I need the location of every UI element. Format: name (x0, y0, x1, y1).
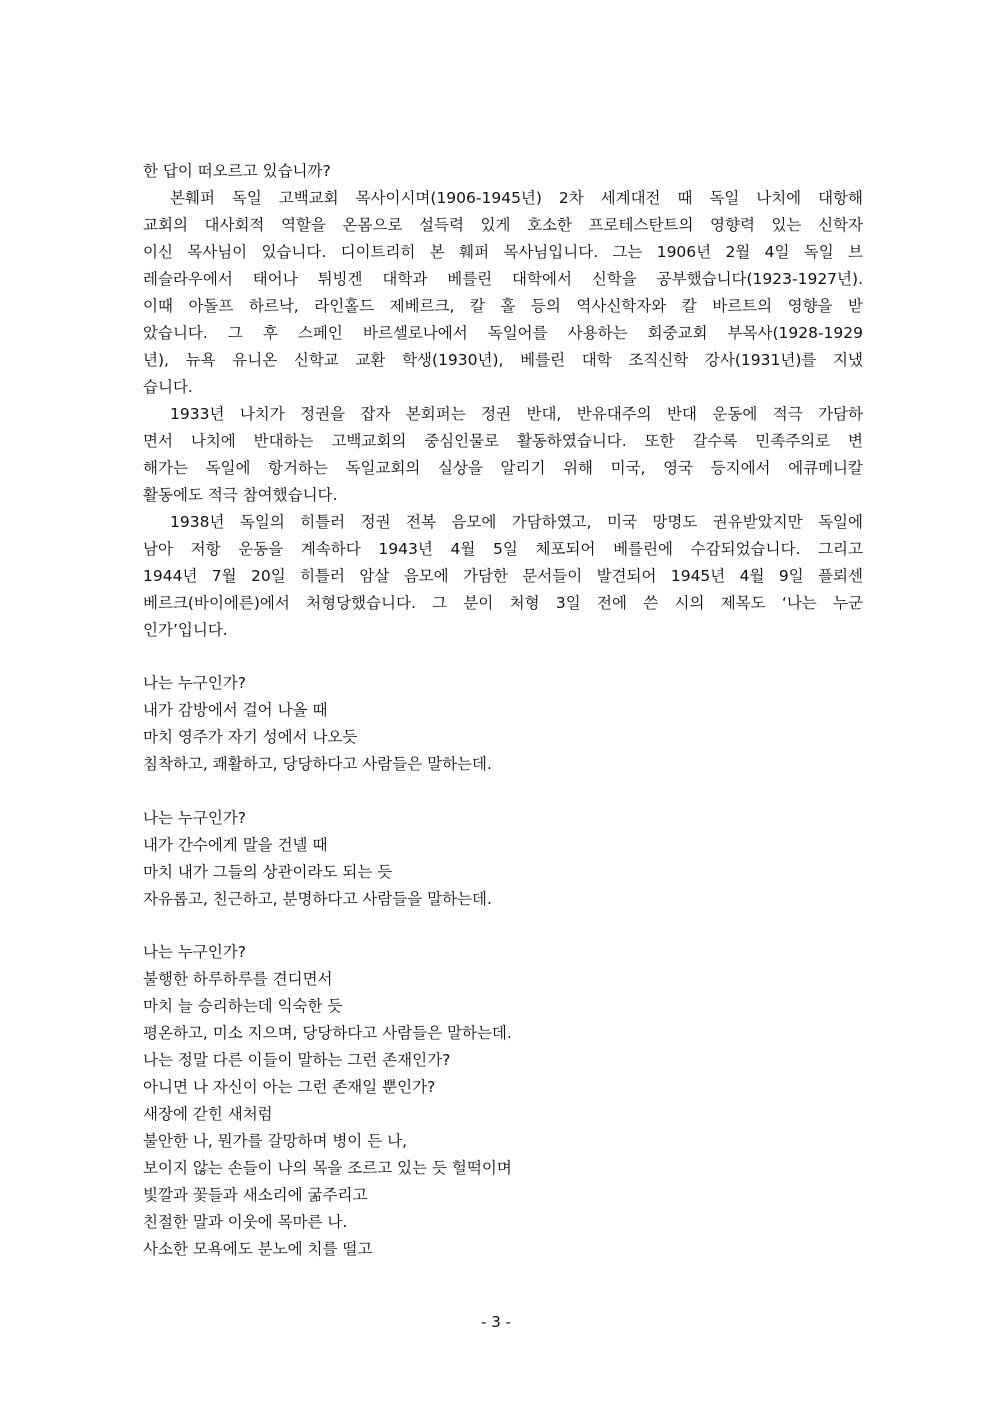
paragraph-3-line-2: 남아 저항 운동을 계속하다 1943년 4월 5일 체포되어 베를린에 수감되었습니다. 그리고 (143, 540, 863, 558)
paragraph-2-line-1: 1933년 나치가 정권을 잡자 본회퍼는 정권 반대, 반유대주의 반대 운동에 적극 가담하 (170, 405, 863, 423)
poem-stanza-3-line-12: 사소한 모욕에도 분노에 치를 떨고 (143, 1240, 373, 1258)
paragraph-1-line-6: 았습니다. 그 후 스페인 바르셀로나에서 독일어를 사용하는 회중교회 부목사(1928-1929 (143, 324, 863, 342)
paragraph-1-line-3: 이신 목사님이 있습니다. 디이트리히 본 훼퍼 목사님입니다. 그는 1906년 2월 4일 독일 브 (143, 243, 863, 261)
paragraph-2-line-2: 면서 나치에 반대하는 고백교회의 중심인물로 활동하였습니다. 또한 갈수록 민족주의로 변 (143, 432, 863, 450)
poem-stanza-1-line-2: 내가 감방에서 걸어 나올 때 (143, 701, 328, 719)
poem-stanza-3-line-4: 평온하고, 미소 지으며, 당당하다고 사람들은 말하는데. (143, 1024, 512, 1042)
poem-stanza-3-line-2: 불행한 하루하루를 견디면서 (143, 970, 333, 988)
poem-stanza-2-line-1: 나는 누구인가? (143, 809, 246, 827)
poem-stanza-3-line-3: 마치 늘 승리하는데 익숙한 듯 (143, 997, 343, 1015)
paragraph-1-line-8: 습니다. (143, 378, 193, 396)
poem-stanza-3-line-6: 아니면 나 자신이 아는 그런 존재일 뿐인가? (143, 1078, 436, 1096)
poem-stanza-2-line-4: 자유롭고, 친근하고, 분명하다고 사람들을 말하는데. (143, 890, 492, 908)
paragraph-3-line-3: 1944년 7월 20일 히틀러 암살 음모에 가담한 문서들이 발견되어 1945년 4월 9일 플뢰센 (143, 567, 863, 585)
paragraph-3-line-5: 인가’입니다. (143, 621, 228, 639)
poem-stanza-2-line-2: 내가 간수에게 말을 건넬 때 (143, 836, 328, 854)
poem-stanza-3-line-7: 새장에 갇힌 새처럼 (143, 1105, 273, 1123)
paragraph-2-line-3: 해가는 독일에 항거하는 독일교회의 실상을 알리기 위해 미국, 영국 등지에서 에큐메니칼 (143, 459, 863, 477)
poem-stanza-1-line-1: 나는 누구인가? (143, 674, 246, 692)
poem-stanza-1-line-4: 침착하고, 쾌활하고, 당당하다고 사람들은 말하는데. (143, 755, 492, 773)
paragraph-2-line-4: 활동에도 적극 참여했습니다. (143, 486, 338, 504)
poem-stanza-1-line-3: 마치 영주가 자기 성에서 나오듯 (143, 728, 358, 746)
page-number: - 3 - (481, 1313, 511, 1331)
poem-stanza-2-line-3: 마치 내가 그들의 상관이라도 되는 듯 (143, 863, 393, 881)
paragraph-1-line-5: 이때 아돌프 하르낙, 라인홀드 제베르크, 칼 홀 등의 역사신학자와 칼 바르트의 영향을 받 (143, 297, 863, 315)
poem-stanza-3-line-5: 나는 정말 다른 이들이 말하는 그런 존재인가? (143, 1051, 451, 1069)
paragraph-3-line-1: 1938년 독일의 히틀러 정권 전복 음모에 가담하였고, 미국 망명도 권유받았지만 독일에 (170, 513, 863, 531)
paragraph-1-line-2: 교회의 대사회적 역할을 온몸으로 설득력 있게 호소한 프로테스탄트의 영향력 있는 신학자 (143, 216, 863, 234)
poem-stanza-3-line-10: 빛깔과 꽃들과 새소리에 굶주리고 (143, 1186, 368, 1204)
poem-stanza-3-line-1: 나는 누구인가? (143, 943, 246, 961)
intro-line: 한 답이 떠오르고 있습니까? (143, 162, 331, 180)
paragraph-1-line-7: 년), 뉴욕 유니온 신학교 교환 학생(1930년), 베를린 대학 조직신학 강사(1931년)를 지냈 (143, 351, 863, 369)
poem-stanza-3-line-8: 불안한 나, 뭔가를 갈망하며 병이 든 나, (143, 1132, 408, 1150)
paragraph-1-line-1: 본훼퍼 독일 고백교회 목사이시며(1906-1945년) 2차 세계대전 때 독일 나치에 대항해 (170, 189, 863, 207)
paragraph-1-line-4: 레슬라우에서 태어나 튀빙겐 대학과 베를린 대학에서 신학을 공부했습니다(1923-1927년). (143, 270, 863, 288)
poem-stanza-3-line-9: 보이지 않는 손들이 나의 목을 조르고 있는 듯 헐떡이며 (143, 1159, 512, 1177)
poem-stanza-3-line-11: 친절한 말과 이웃에 목마른 나. (143, 1213, 348, 1231)
paragraph-3-line-4: 베르크(바이에른)에서 처형당했습니다. 그 분이 처형 3일 전에 쓴 시의 제목도 ‘나는 누군 (143, 594, 863, 612)
